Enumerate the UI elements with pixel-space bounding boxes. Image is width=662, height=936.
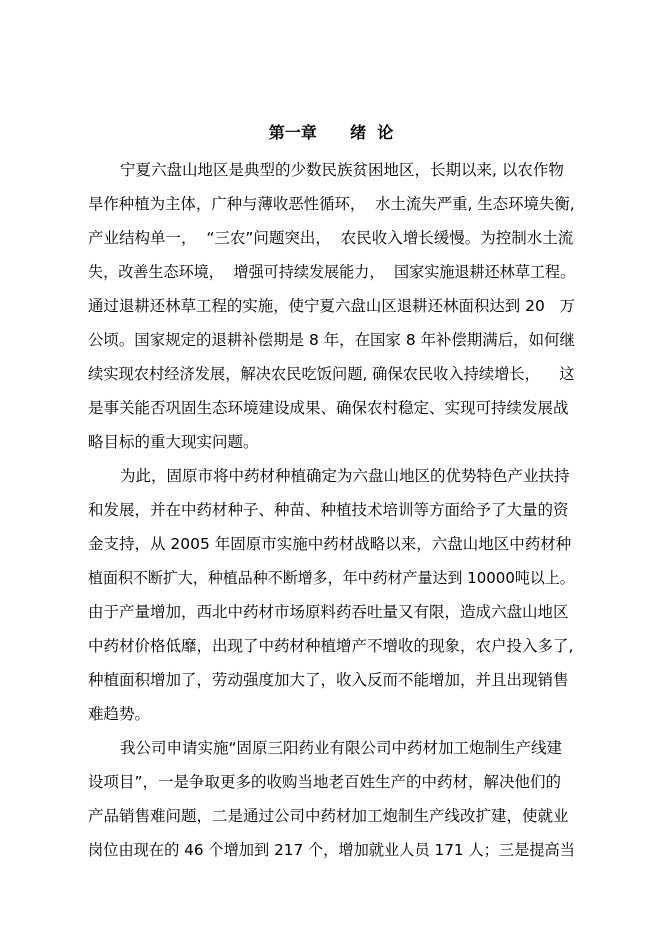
paragraph-line: 由于产量增加，西北中药材市场原料药吞吐量又有限，造成六盘山地区 xyxy=(88,603,569,621)
chapter-title: 第一章 绪 论 xyxy=(268,123,394,142)
paragraph-line: 通过退耕还林草工程的实施，使宁夏六盘山区退耕还林面积达到 20 万 xyxy=(88,297,575,315)
paragraph-line: 产品销售难问题，二是通过公司中药材加工炮制生产线改扩建，使就业 xyxy=(88,807,569,825)
paragraph-line: 续实现农村经济发展，解决农民吃饭问题, 确保农民收入持续增长， 这 xyxy=(88,365,575,383)
paragraph-line: 金支持，从 2005 年固原市实施中药材战略以来，六盘山地区中药材种 xyxy=(88,535,572,553)
paragraph-line: 旱作种植为主体，广种与薄收恶性循环， 水土流失严重, 生态环境失衡, xyxy=(88,195,575,213)
paragraph-line: 公顷。国家规定的退耕补偿期是 8 年，在国家 8 年补偿期满后，如何继 xyxy=(88,331,575,349)
paragraph-line: 我公司申请实施“固原三阳药业有限公司中药材加工炮制生产线建 xyxy=(120,739,563,757)
paragraph-line: 设项目”，一是争取更多的收购当地老百姓生产的中药材，解决他们的 xyxy=(88,773,562,791)
paragraph-line: 种植面积增加了，劳动强度加大了，收入反而不能增加，并且出现销售 xyxy=(88,671,569,689)
paragraph-line: 植面积不断扩大，种植品种不断增多，年中药材产量达到 10000吨以上。 xyxy=(88,569,575,587)
paragraph-line: 产业结构单一， “三农”问题突出， 农民收入增长缓慢。为控制水土流 xyxy=(88,229,574,247)
paragraph-line: 宁夏六盘山地区是典型的少数民族贫困地区，长期以来, 以农作物 xyxy=(120,161,564,179)
paragraph-line: 和发展，并在中药材种子、种苗、种植技术培训等方面给予了大量的资 xyxy=(88,501,569,519)
paragraph-line: 略目标的重大现实问题。 xyxy=(88,433,259,451)
paragraph-line: 为此，固原市将中药材种植确定为六盘山地区的优势特色产业扶持 xyxy=(120,467,570,485)
paragraph-line: 失，改善生态环境， 增强可持续发展能力， 国家实施退耕还林草工程。 xyxy=(88,263,576,281)
paragraph-line: 是事关能否巩固生态环境建设成果、确保农村稳定、实现可持续发展战 xyxy=(88,399,569,417)
paragraph-line: 难趋势。 xyxy=(88,705,151,723)
paragraph-line: 岗位由现在的 46 个增加到 217 个，增加就业人员 171 人；三是提高当 xyxy=(88,841,575,859)
paragraph-line: 中药材价格低靡，出现了中药材种植增产不增收的现象，农户投入多了, xyxy=(88,637,574,655)
